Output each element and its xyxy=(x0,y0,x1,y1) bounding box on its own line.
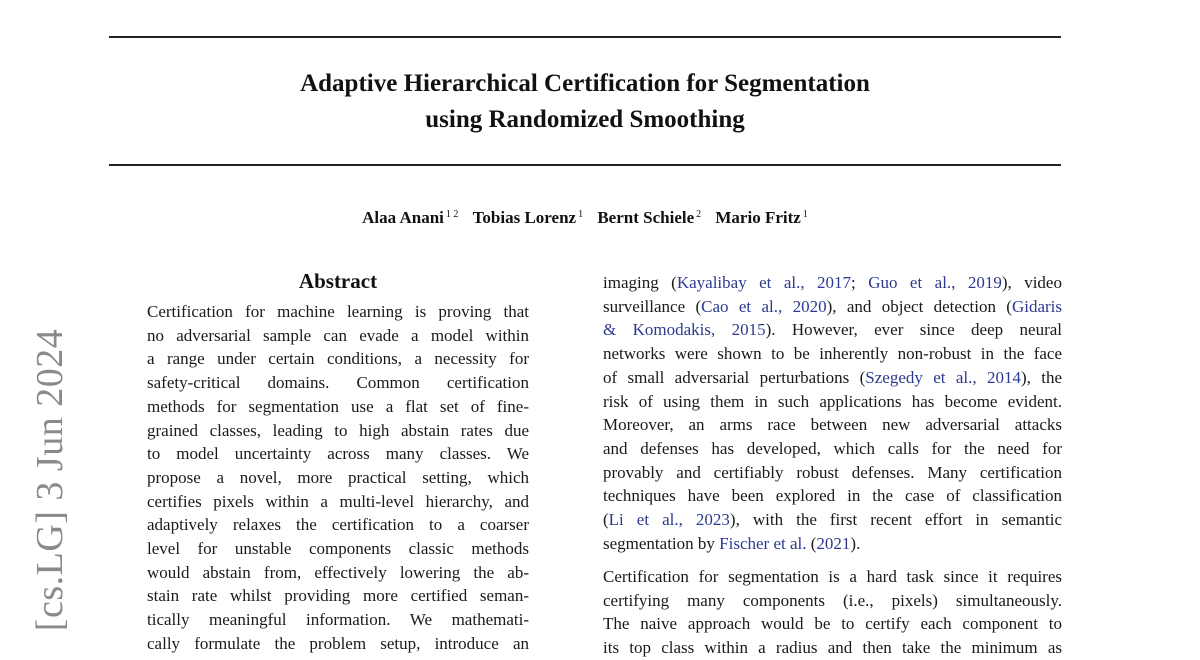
citation-link[interactable]: & Komodakis, 2015 xyxy=(603,320,766,340)
citation-link[interactable]: Gidaris xyxy=(1011,296,1062,316)
author-affiliation: 1 2 xyxy=(445,209,459,220)
abstract-line: propose a novel, more practical setting, which xyxy=(147,467,529,487)
intro-line: techniques have been explored in the case of classification xyxy=(603,486,1062,506)
abstract-line: no adversarial sample can evade a model within xyxy=(147,325,529,345)
text: ), video xyxy=(1001,273,1062,292)
intro-line: certifying many components (i.e., pixels) simultaneously. xyxy=(603,590,1062,610)
abstract-line: level for unstable components classic methods xyxy=(147,539,529,558)
author xyxy=(473,208,583,227)
title-line: using Randomized Smoothing xyxy=(425,106,745,133)
abstract-line: certifies pixels within a multi-level hierarchy, and xyxy=(147,491,529,511)
author xyxy=(715,208,807,227)
intro-line xyxy=(603,508,1062,532)
text: ), the xyxy=(1020,367,1062,387)
abstract-line: safety-critical domains. Common certification xyxy=(147,373,529,393)
abstract-line: would abstain from, effectively lowering the ab- xyxy=(147,562,529,582)
author xyxy=(362,208,458,227)
intro-line: its top class within a radius and then take the minimum as xyxy=(603,638,1062,658)
citation-link[interactable]: Cao et al., 2020 xyxy=(701,296,827,316)
text: segmentation by xyxy=(603,533,720,553)
intro-line: The naive approach would be to certify each component to xyxy=(603,614,1062,634)
top-rule xyxy=(109,36,1061,38)
abstract-heading: Abstract xyxy=(298,269,378,293)
text: ), and object detection ( xyxy=(826,296,1012,316)
intro-line xyxy=(603,532,860,556)
text: ). However, ever since deep neural xyxy=(765,320,1062,340)
intro-line: Moreover, an arms race between new adversarial attacks xyxy=(603,415,1062,435)
arxiv-stamp xyxy=(24,322,76,638)
abstract-line: cally formulate the problem setup, introduce an xyxy=(147,633,529,653)
title-line: Adaptive Hierarchical Certification for Segmentation xyxy=(300,70,870,97)
citation-link[interactable]: Fischer et al. xyxy=(719,533,807,553)
citation-link[interactable]: 2021 xyxy=(816,533,851,553)
citation-link[interactable]: Guo et al., 2019 xyxy=(868,273,1002,292)
citation-link[interactable]: Szegedy et al., 2014 xyxy=(865,367,1021,387)
intro-line xyxy=(603,295,1062,319)
abstract-line: methods for segmentation use a flat set of fine- xyxy=(147,396,529,416)
text: ; xyxy=(851,273,869,292)
arxiv-stamp-text: [cs.LG] 3 Jun 2024 xyxy=(29,328,71,632)
abstract-line: to model uncertainty across many classes. We xyxy=(147,444,529,464)
intro-line: and defenses has developed, which calls for the need for xyxy=(603,438,1062,458)
author-affiliation: 2 xyxy=(696,209,702,220)
abstract-line: adaptively relaxes the certification to a coarser xyxy=(147,515,529,535)
abstract-line: Certification for machine learning is proving that xyxy=(147,302,529,321)
author-name: Alaa Anani xyxy=(362,208,444,227)
author-name: Bernt Schiele xyxy=(597,208,695,227)
text: imaging ( xyxy=(603,273,677,292)
citation-link[interactable]: Kayalibay et al., 2017 xyxy=(676,273,852,292)
text: of small adversarial perturbations ( xyxy=(603,367,866,387)
author-name: Mario Fritz xyxy=(715,208,801,227)
abstract-line: grained classes, leading to high abstain rates due xyxy=(147,420,529,440)
intro-line: Certification for segmentation is a hard task since it requires xyxy=(603,567,1062,586)
intro-line xyxy=(603,318,1062,342)
abstract-line: a range under certain conditions, a necessity for xyxy=(147,349,529,369)
intro-line xyxy=(603,366,1062,390)
abstract-line: tically meaningful information. We mathemati- xyxy=(147,610,529,630)
author-affiliation: 1 xyxy=(578,209,584,220)
author-list xyxy=(109,208,1061,228)
intro-line: networks were shown to be inherently non-robust in the face xyxy=(603,344,1062,364)
text: surveillance ( xyxy=(603,296,702,316)
text: ( xyxy=(806,533,817,553)
text: ). xyxy=(850,533,861,553)
text: ( xyxy=(603,510,609,529)
bottom-rule xyxy=(109,164,1061,166)
text: ), with the first recent effort in semantic xyxy=(729,510,1062,529)
abstract-line: stain rate whilst providing more certified seman- xyxy=(147,586,529,606)
intro-line: risk of using them in such applications has become evident. xyxy=(603,391,1062,411)
author xyxy=(597,208,701,227)
author-name: Tobias Lorenz xyxy=(472,208,577,227)
paper-title xyxy=(109,66,1061,138)
intro-line: provably and certifiably robust defenses. Many certification xyxy=(603,462,1062,482)
citation-link[interactable]: Li et al., 2023 xyxy=(608,510,730,529)
intro-line xyxy=(603,271,1062,295)
author-affiliation: 1 xyxy=(802,209,808,220)
